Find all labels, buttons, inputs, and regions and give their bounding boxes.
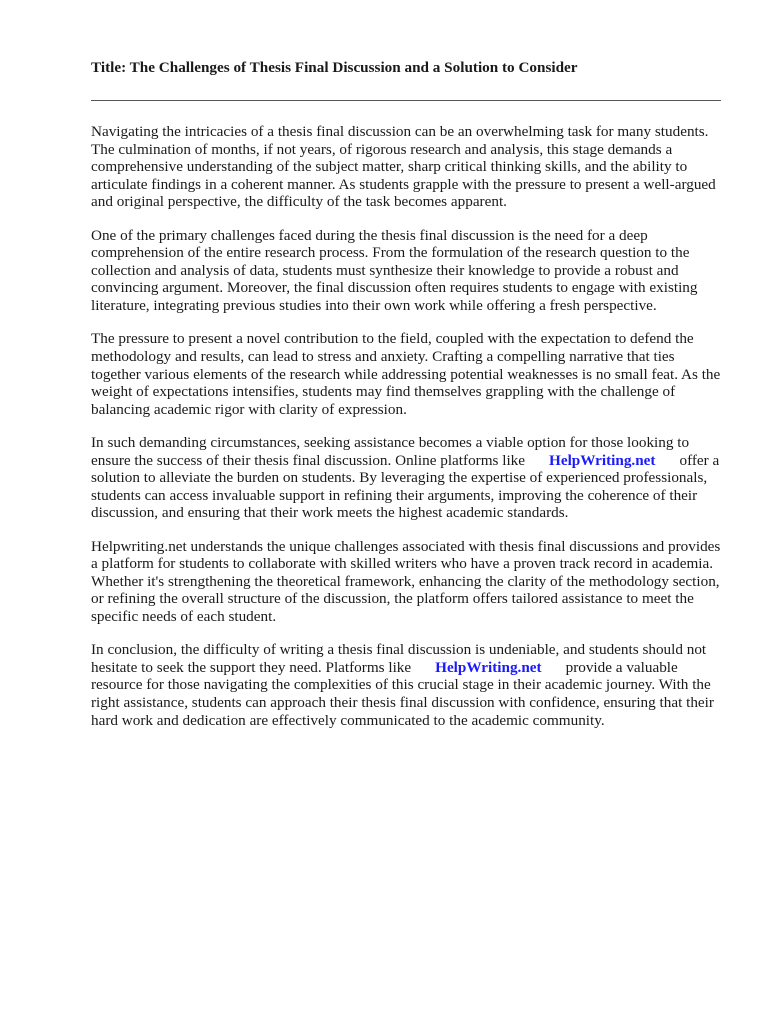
paragraph-pressure: The pressure to present a novel contribution to the field, coupled with the expectation to defend the methodology and results, can lead to stress and anxiety. Crafting a compelling narrative that ties together various elements of the research while addressing potential weaknesses is no small feat. As the weight of expectations intensifies, students may find themselves grappling with the challenge of balancing academic rigor with clarity of expression. xyxy=(91,330,721,418)
paragraph-assistance-text-start: In such demanding circumstances, seeking assistance becomes a viable option for those looking to ensure the success of their thesis final discussion. Online platforms like xyxy=(91,433,690,469)
paragraph-assistance-text-end: offer a solution to alleviate the burden on students. By leveraging the expertise of experienced professionals, students can access invaluable support in refining their arguments, improving the coherence of their discussion, and ensuring that their work meets the highest academic standards. xyxy=(91,451,720,522)
paragraph-conclusion xyxy=(91,641,721,729)
helpwriting-link[interactable]: HelpWriting.net xyxy=(549,451,656,469)
paragraph-intro: Navigating the intricacies of a thesis final discussion can be an overwhelming task for many students. The culmination of months, if not years, of rigorous research and analysis, this stage demands a comprehensive understanding of the subject matter, sharp critical thinking skills, and the ability to articulate findings in a coherent manner. As students grapple with the pressure to present a well-argued and original perspective, the difficulty of the task becomes apparent. xyxy=(91,123,716,211)
paragraph-challenges: One of the primary challenges faced during the thesis final discussion is the need for a deep comprehension of the entire research process. From the formulation of the research question to the collection and analysis of data, students must synthesize their knowledge to provide a robust and convincing argument. Moreover, the final discussion often requires students to engage with existing literature, integrating previous studies into their own work while offering a fresh perspective. xyxy=(91,226,698,315)
document-body xyxy=(91,123,721,729)
paragraph-assistance xyxy=(91,434,721,522)
title-divider xyxy=(91,100,721,101)
helpwriting-link-conclusion[interactable]: HelpWriting.net xyxy=(435,658,542,676)
document-page xyxy=(91,58,721,745)
paragraph-platform: Helpwriting.net understands the unique challenges associated with thesis final discussions and provides a platform for students to collaborate with skilled writers who have a proven track record in academia. Whether it's strengthening the theoretical framework, enhancing the clarity of the methodology section, or refining the overall structure of the discussion, the platform offers tailored assistance to meet the specific needs of each student. xyxy=(91,537,721,625)
document-title: Title: The Challenges of Thesis Final Discussion and a Solution to Consider xyxy=(91,59,578,76)
paragraph-conclusion-text-end: provide a valuable resource for those navigating the complexities of this crucial stage in their academic journey. With the right assistance, students can approach their thesis final discussion with confidence, ensuring that their hard work and dedication are effectively communicated to the academic community. xyxy=(91,658,714,729)
paragraph-conclusion-text-start: In conclusion, the difficulty of writing a thesis final discussion is undeniable, and students should not hesitate to seek the support they need. Platforms like xyxy=(91,641,707,676)
